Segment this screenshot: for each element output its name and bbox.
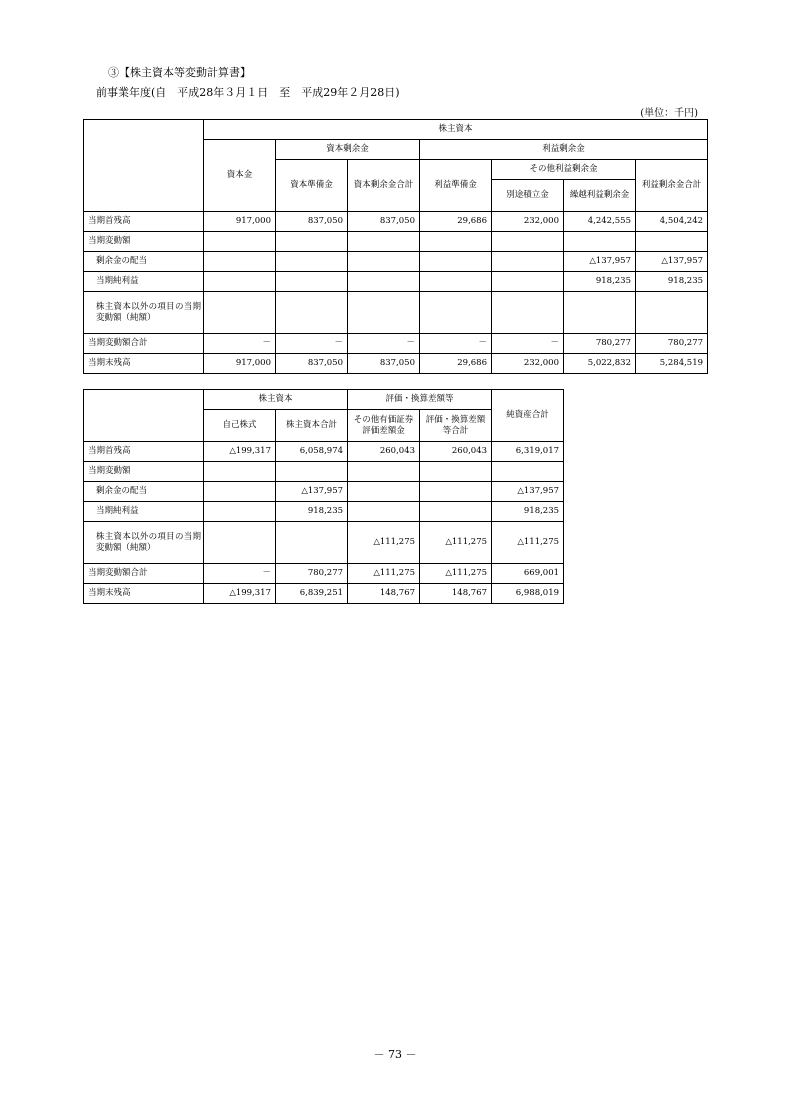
value-cell [564, 292, 636, 334]
row-label: 当期変動額合計 [84, 564, 204, 584]
row-label: 当期変動額合計 [84, 334, 204, 354]
value-cell: 5,022,832 [564, 354, 636, 374]
header-legal-reserve: 利益準備金 [420, 160, 492, 212]
header-retained-earnings-total: 利益剰余金合計 [636, 160, 708, 212]
header-shareholders-equity: 株主資本 [204, 120, 708, 140]
value-cell [204, 462, 276, 482]
page-number: － 73 － [373, 1048, 417, 1061]
table-row [84, 212, 708, 232]
row-label: 当期末残高 [84, 584, 204, 604]
value-cell [420, 462, 492, 482]
value-cell: 148,767 [348, 584, 420, 604]
table-row [84, 272, 708, 292]
value-cell [420, 502, 492, 522]
value-cell: △199,317 [204, 442, 276, 462]
value-cell: △137,957 [492, 482, 564, 502]
value-cell: 6,058,974 [276, 442, 348, 462]
value-cell: △137,957 [564, 252, 636, 272]
row-label: 当期末残高 [84, 354, 204, 374]
value-cell [204, 252, 276, 272]
value-cell: － [420, 334, 492, 354]
header-capital-surplus-total: 資本剰余金合計 [348, 160, 420, 212]
value-cell: 918,235 [636, 272, 708, 292]
table-row [84, 442, 564, 462]
value-cell: 29,686 [420, 212, 492, 232]
header-retained-brought-forward: 繰越利益剰余金 [564, 180, 636, 212]
value-cell: 918,235 [492, 502, 564, 522]
value-cell [348, 292, 420, 334]
value-cell [276, 292, 348, 334]
table-row [84, 252, 708, 272]
value-cell [420, 482, 492, 502]
header-shareholders-equity-total: 株主資本合計 [276, 410, 348, 442]
value-cell: △111,275 [420, 564, 492, 584]
table-row [84, 462, 564, 482]
value-cell: △111,275 [420, 522, 492, 564]
unit-label: (単位：千円) [640, 108, 698, 119]
header-capital-reserve: 資本準備金 [276, 160, 348, 212]
statement-heading: ③【株主資本等変動計算書】 [108, 66, 251, 79]
equity-statement-table-2 [83, 389, 564, 604]
value-cell [420, 232, 492, 252]
value-cell: 780,277 [564, 334, 636, 354]
table-row [84, 502, 564, 522]
table-row [84, 292, 708, 334]
header-retained-earnings: 利益剰余金 [420, 140, 708, 160]
value-cell: － [492, 334, 564, 354]
header-valuation-total: 評価・換算差額等合計 [420, 410, 492, 442]
value-cell [204, 522, 276, 564]
value-cell: 918,235 [564, 272, 636, 292]
row-label-header [84, 390, 204, 442]
value-cell [420, 252, 492, 272]
table-row [84, 584, 564, 604]
value-cell: 232,000 [492, 354, 564, 374]
header-shareholders-equity: 株主資本 [204, 390, 348, 410]
row-label: 株主資本以外の項目の当期変動額（純額） [84, 292, 204, 334]
value-cell: 837,050 [348, 212, 420, 232]
value-cell: － [348, 334, 420, 354]
value-cell: 232,000 [492, 212, 564, 232]
value-cell: 260,043 [348, 442, 420, 462]
table-row [84, 564, 564, 584]
table-row [84, 482, 564, 502]
value-cell: 917,000 [204, 354, 276, 374]
value-cell: 6,319,017 [492, 442, 564, 462]
value-cell [564, 232, 636, 252]
row-label: 当期首残高 [84, 442, 204, 462]
value-cell: 4,242,555 [564, 212, 636, 232]
value-cell: － [204, 334, 276, 354]
value-cell [204, 482, 276, 502]
value-cell [204, 292, 276, 334]
row-label: 剰余金の配当 [84, 252, 204, 272]
row-label: 当期純利益 [84, 272, 204, 292]
value-cell [348, 232, 420, 252]
row-label: 剰余金の配当 [84, 482, 204, 502]
header-capital-stock: 資本金 [204, 140, 276, 212]
value-cell: 837,050 [276, 212, 348, 232]
value-cell: 837,050 [348, 354, 420, 374]
value-cell: 837,050 [276, 354, 348, 374]
value-cell: 780,277 [276, 564, 348, 584]
header-net-assets-total: 純資産合計 [492, 390, 564, 442]
value-cell: 5,284,519 [636, 354, 708, 374]
value-cell [348, 272, 420, 292]
value-cell: 6,839,251 [276, 584, 348, 604]
equity-statement-table-1 [83, 119, 708, 374]
value-cell [204, 232, 276, 252]
row-label: 当期変動額 [84, 462, 204, 482]
value-cell [348, 482, 420, 502]
table-row [84, 232, 708, 252]
header-valuation-differences: 評価・換算差額等 [348, 390, 492, 410]
value-cell: 780,277 [636, 334, 708, 354]
value-cell: 4,504,242 [636, 212, 708, 232]
value-cell [204, 502, 276, 522]
value-cell: 260,043 [420, 442, 492, 462]
row-label: 当期純利益 [84, 502, 204, 522]
value-cell [348, 462, 420, 482]
value-cell: △111,275 [492, 522, 564, 564]
row-label: 当期首残高 [84, 212, 204, 232]
value-cell: 6,988,019 [492, 584, 564, 604]
row-label-header [84, 120, 204, 212]
value-cell [492, 232, 564, 252]
value-cell: 918,235 [276, 502, 348, 522]
value-cell: △137,957 [636, 252, 708, 272]
value-cell [276, 232, 348, 252]
value-cell [204, 272, 276, 292]
row-label: 当期変動額 [84, 232, 204, 252]
value-cell [276, 252, 348, 272]
value-cell: 669,001 [492, 564, 564, 584]
value-cell [420, 292, 492, 334]
value-cell [276, 272, 348, 292]
value-cell: 148,767 [420, 584, 492, 604]
value-cell [636, 292, 708, 334]
fiscal-period: 前事業年度(自 平成28年３月１日 至 平成29年２月28日) [96, 86, 400, 99]
value-cell [492, 252, 564, 272]
value-cell [348, 252, 420, 272]
value-cell [420, 272, 492, 292]
table-row [84, 334, 708, 354]
table-row [84, 354, 708, 374]
value-cell: △111,275 [348, 564, 420, 584]
value-cell [636, 232, 708, 252]
value-cell [276, 462, 348, 482]
value-cell [492, 272, 564, 292]
value-cell: － [276, 334, 348, 354]
value-cell: 917,000 [204, 212, 276, 232]
value-cell: － [204, 564, 276, 584]
value-cell [348, 502, 420, 522]
header-other-retained-earnings: その他利益剰余金 [492, 160, 636, 180]
value-cell [492, 462, 564, 482]
header-capital-surplus: 資本剰余金 [276, 140, 420, 160]
table-row [84, 522, 564, 564]
value-cell: △199,317 [204, 584, 276, 604]
value-cell [276, 522, 348, 564]
row-label: 株主資本以外の項目の当期変動額（純額） [84, 522, 204, 564]
value-cell: 29,686 [420, 354, 492, 374]
header-treasury-stock: 自己株式 [204, 410, 276, 442]
value-cell: △111,275 [348, 522, 420, 564]
value-cell [492, 292, 564, 334]
header-general-reserve: 別途積立金 [492, 180, 564, 212]
value-cell: △137,957 [276, 482, 348, 502]
header-other-securities-valuation: その他有価証券評価差額金 [348, 410, 420, 442]
